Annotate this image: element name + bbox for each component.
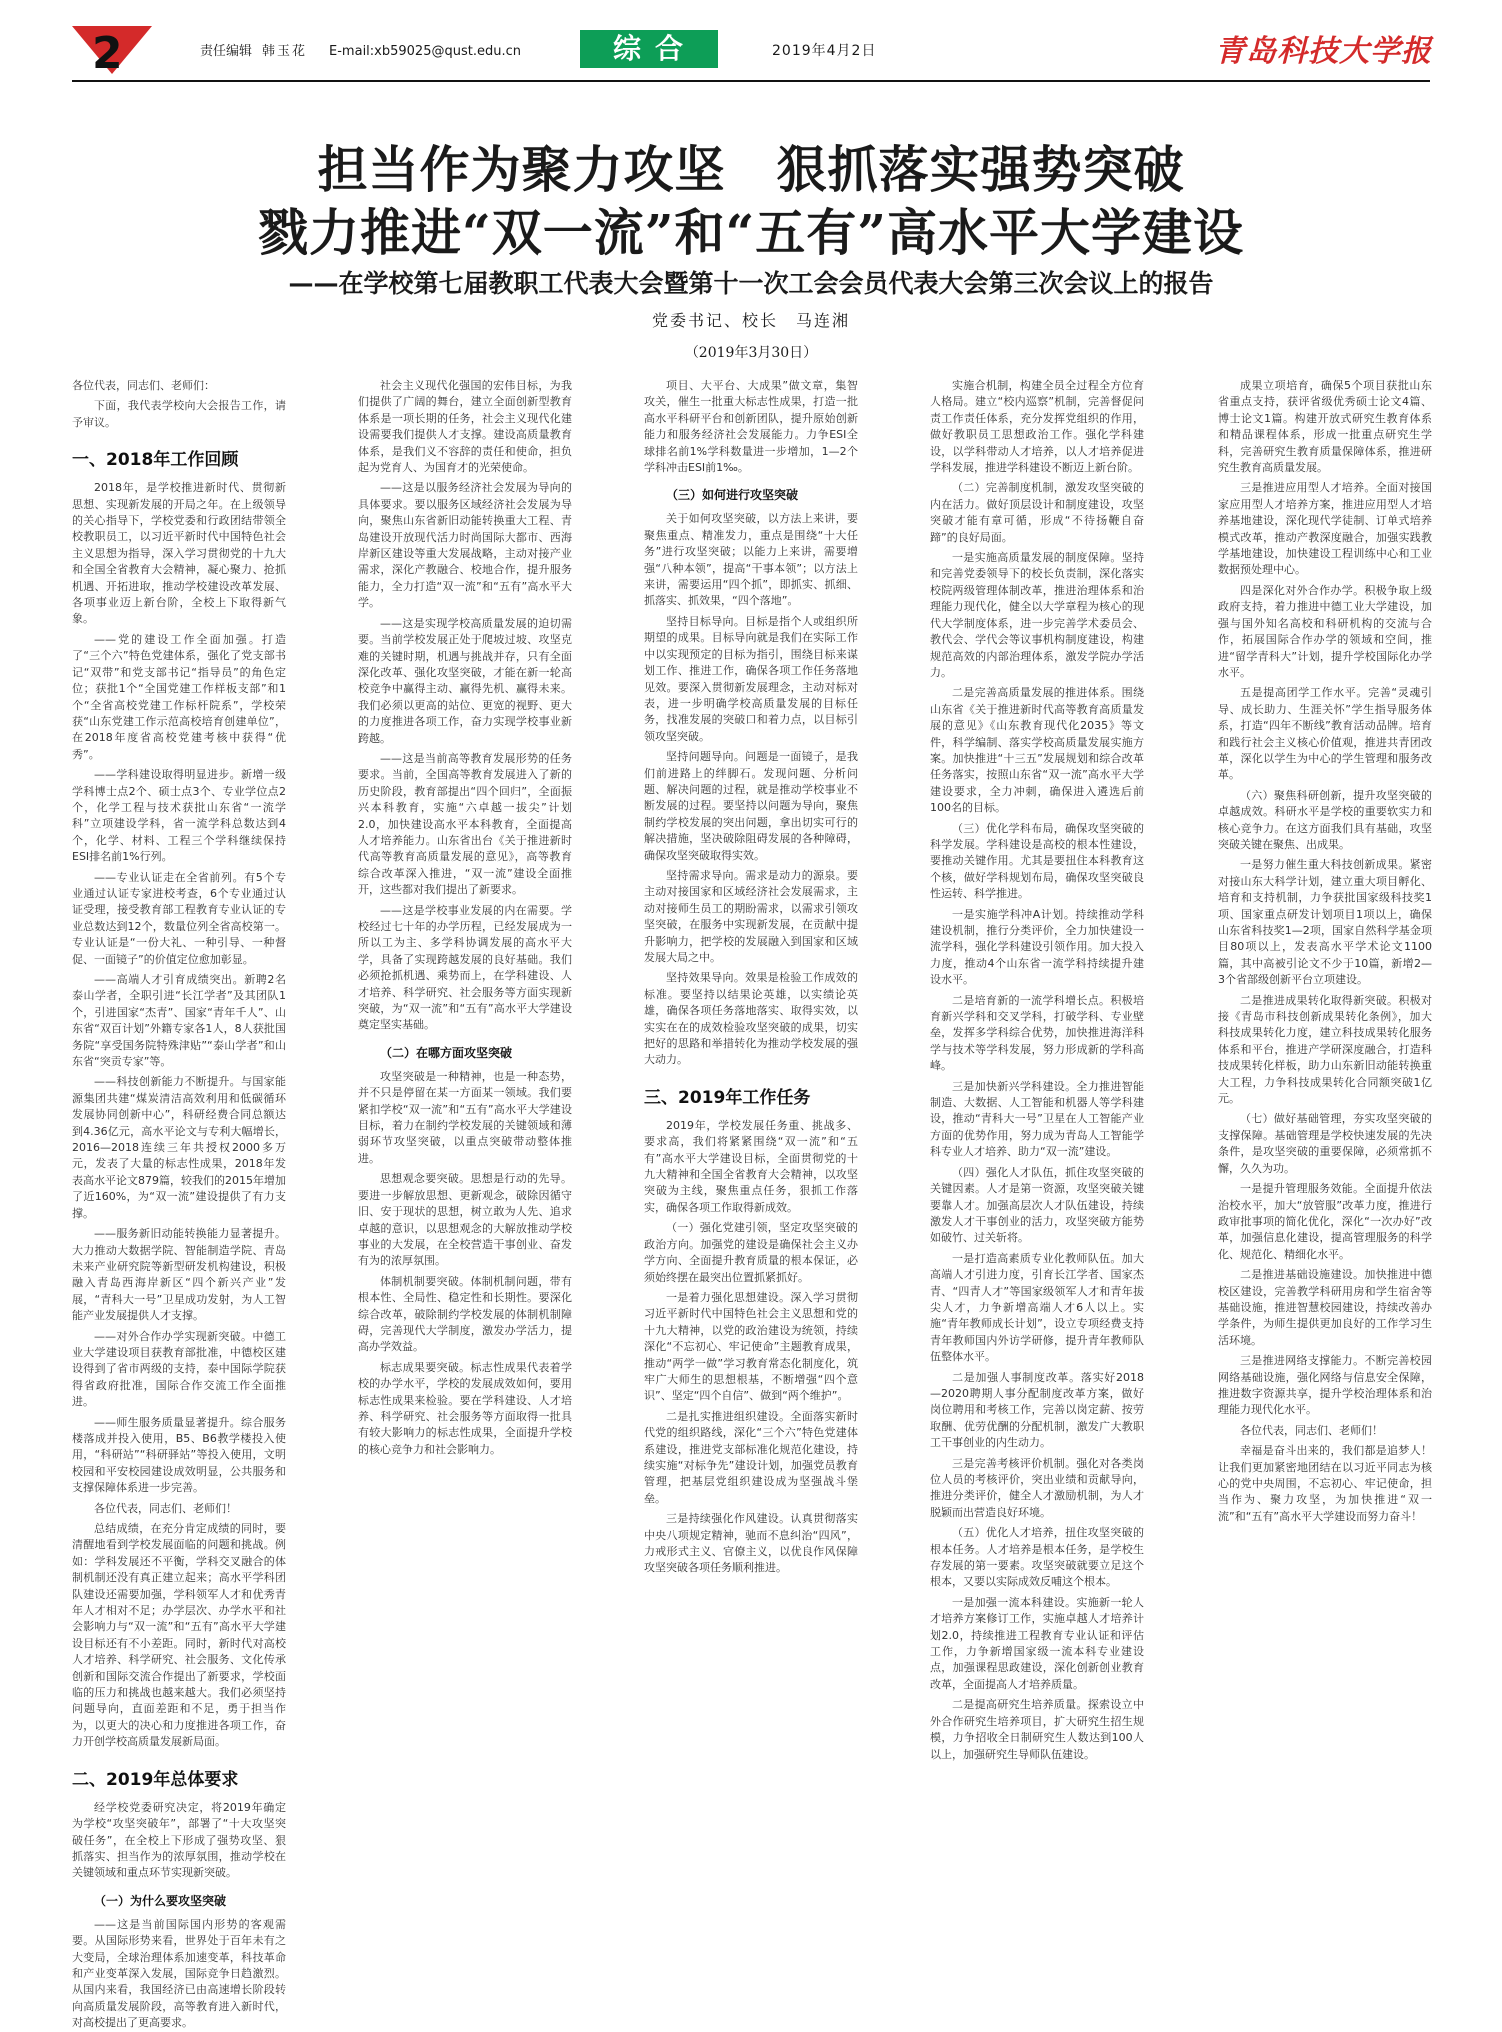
paragraph: ——这是当前高等教育发展形势的任务要求。当前，全国高等教育发展进入了新的历史阶段，教育部提出“四个回归”，全面振兴本科教育，实施“六卓越一拔尖”计划2.0，加快建设高水平本科教育，全面提高人才培养能力。山东省出台《关于推进新时代高等教育高质量发展的意见》，高等教育综合改革深入推进，“双一流”建设全面推开，这些都对我们提出了新要求。: [358, 751, 572, 897]
editor-info: [200, 40, 521, 59]
paragraph: 五是提高团学工作水平。完善“灵魂引导、成长助力、生涯关怀”学生指导服务体系，打造“四年不断线”教育活动品牌。培育和践行社会主义核心价值观，推进共青团改革，深化以学生为中心的学生管理和服务改革。: [1218, 686, 1432, 782]
paragraph: 下面，我代表学校向大会报告工作，请予审议。: [72, 399, 286, 429]
paragraph: 各位代表，同志们、老师们！: [1240, 1423, 1383, 1437]
paragraph: ——对外合作办学实现新突破。中德工业大学建设项目获教育部批准，中德校区建设得到了省市两级的支持，泰中国际学院获得省政府批准，国际合作交流工作全面推进。: [72, 1329, 286, 1409]
paragraph: 一是提升管理服务效能。全面提升依法治校水平，加大“放管服”改革力度，推进行政审批事项的简化优化，深化“一次办好”改革，加强信息化建设，提高管理服务的科学化、规范化、精细化水平。: [1218, 1182, 1432, 1261]
paragraph: ——党的建设工作全面加强。打造了“三个六”特色党建体系，强化了党支部书记“双带”和党支部书记“指导员”的角色定位；获批1个“全国党建工作样板支部”和1个“全省高校党建工作标杆院系”，学校荣获“山东党建工作示范高校培育创建单位”，在2018年度省高校党建考核中获得“优秀”。: [72, 632, 286, 761]
paragraph: 幸福是奋斗出来的，我们都是追梦人！让我们更加紧密地团结在以习近平同志为核心的党中央周围，不忘初心、牢记使命，担当作为、聚力攻坚，为加快推进“双一流”和“五有”高水平大学建设而努力奋斗！: [1218, 1444, 1432, 1523]
paragraph: 坚持目标导向。目标是指个人或组织所期望的成果。目标导向就是我们在实际工作中以实现预定的目标为指引，围绕目标来谋划工作、推进工作，确保各项工作任务落地见效。要深入贯彻新发展理念，主动对标对表，进一步明确学校高质量发展的目标任务，找准发展的突破口和着力点，以目标引领攻坚突破。: [644, 614, 858, 743]
newspaper-logo: 青岛科技大学报: [1215, 34, 1432, 69]
paragraph: 二是扎实推进组织建设。全面落实新时代党的组织路线，深化“三个六”特色党建体系建设，推进党支部标准化规范化建设，持续实施“对标争先”建设计划，加强党员教育管理，把基层党组织建设成为坚强战斗堡垒。: [644, 1409, 858, 1505]
paragraph: （四）强化人才队伍，抓住攻坚突破的关键因素。人才是第一资源，攻坚突破关键要靠人才。加强高层次人才队伍建设，持续激发人才干事创业的活力，攻坚突破方能势如破竹、过关斩将。: [930, 1165, 1144, 1245]
paragraph: 一是实施高质量发展的制度保障。坚持和完善党委领导下的校长负责制，深化落实校院两级管理体制改革，推进治理体系和治理能力现代化，健全以大学章程为核心的现代大学制度体系，进一步完善学术委员会、教代会、学代会等议事机构制度建设，构建规范高效的内部治理体系，激发学院办学活力。: [930, 551, 1144, 679]
paragraph: 二是加强人事制度改革。落实好2018—2020聘期人事分配制度改革方案，做好岗位聘用和考核工作，完善以岗定薪、按劳取酬、优劳优酬的分配机制，激发广大教职工干事创业的内生动力。: [930, 1370, 1144, 1450]
paragraph: 坚持问题导向。问题是一面镜子，是我们前进路上的绊脚石。发现问题、分析问题、解决问题的过程，就是推动学校事业不断发展的过程。要坚持以问题为导向，聚焦制约学校发展的突出问题，拿出切实可行的解决措施，坚决破除阻碍发展的各种障碍，确保攻坚突破取得实效。: [644, 750, 858, 862]
page-number-badge: [72, 26, 152, 79]
paragraph: （五）优化人才培养，扭住攻坚突破的根本任务。人才培养是根本任务，是学校生存发展的第一要素。攻坚突破就要立足这个根本，又要以实际成效反哺这个根本。: [930, 1526, 1144, 1589]
article-body: [72, 378, 1432, 2030]
paragraph: 二是完善高质量发展的推进体系。围绕山东省《关于推进新时代高等教育高质量发展的意见》《山东教育现代化2035》等文件，科学编制、落实学校高质量发展实施方案。加快推进“十三五”发展规划和综合改革任务落实，按照山东省“双一流”高水平大学建设要求，全力冲刺，确保进入遴选后前100名的目标。: [930, 686, 1144, 815]
paragraph: ——服务新旧动能转换能力显著提升。大力推动大数据学院、智能制造学院、青岛未来产业研究院等新型研发机构建设，积极融入青岛西海岸新区“四个新兴产业”发展，“青科大一号”卫星成功发射，为人工智能产业发展提供人才支撑。: [72, 1227, 286, 1323]
paragraph: 社会主义现代化强国的宏伟目标，为我们提供了广阔的舞台，建立全面创新型教育体系是一项长期的任务，社会主义现代化建设需要我们提供人才支撑。建设高质量教育体系，是我们义不容辞的责任和使命，担负起为党育人、为国育才的光荣使命。: [358, 379, 572, 475]
paragraph: 总结成绩，在充分肯定成绩的同时，要清醒地看到学校发展面临的问题和挑战。例如：学科发展还不平衡，学科交叉融合的体制机制还没有真正建立起来；高水平学科团队建设还需要加强，学科领军人才和优秀青年人才相对不足；办学层次、办学水平和社会影响力与“双一流”和“五有”高水平大学建设目标还有不小差距。同时，新时代对高校人才培养、科学研究、社会服务、文化传承创新和国际交流合作提出了新要求，学校面临的压力和挑战也越来越大。我们必须坚持问题导向，直面差距和不足，勇于担当作为，以更大的决心和力度推进各项工作，奋力开创学校高质量发展新局面。: [72, 1522, 286, 1749]
section-heading: （三）如何进行攻坚突破: [666, 488, 799, 503]
masthead: [72, 26, 1432, 79]
paragraph: 坚持需求导向。需求是动力的源泉。要主动对接国家和区域经济社会发展需求，主动对接师生员工的期盼需求，以需求引领攻坚突破，在服务中实现新发展，在贡献中提升影响力，把学校的发展融入到国家和区域发展大局之中。: [644, 868, 858, 964]
paragraph: 一是打造高素质专业化教师队伍。加大高端人才引进力度，引育长江学者、国家杰青、“四青人才”等国家级领军人才和青年拔尖人才，力争新增高端人才6人以上。实施“青年教师成长计划”，设立专项经费支持青年教师国内外访学研修，提升青年教师队伍整体水平。: [930, 1251, 1144, 1364]
paragraph: 二是推进成果转化取得新突破。积极对接《青岛市科技创新成果转化条例》，加大科技成果转化力度，建立科技成果转化服务体系和平台，推进产学研深度融合，打造科技成果转化样板，助力山东新旧动能转换重大工程，力争科技成果转化合同额突破1亿元。: [1218, 993, 1432, 1106]
headline-line-1: 担当作为聚力攻坚 狠抓落实强势突破: [317, 140, 1185, 199]
subheadline: ——在学校第七届教职工代表大会暨第十一次工会会员代表大会第三次会议上的报告: [288, 269, 1214, 298]
paragraph: ——师生服务质量显著提升。综合服务楼落成并投入使用，B5、B6教学楼投入使用，“科研站”“科研驿站”等投入使用，文明校园和平安校园建设成效明显，公共服务和支撑保障体系进一步完善。: [72, 1415, 286, 1495]
paragraph: ——科技创新能力不断提升。与国家能源集团共建“煤炭清洁高效利用和低碳循环发展协同创新中心”，科研经费合同总额达到4.36亿元，高水平论文与专利大幅增长，2016—2018连续三年共授权2000多万元，发表了大量的标志性成果，2018年发表高水平论文879篇，较我们的2015年增加了近160%，为“双一流”建设提供了有力支撑。: [72, 1075, 286, 1220]
headline-line-2: 戮力推进“双一流”和“五有”高水平大学建设: [257, 203, 1245, 262]
section-heading: （二）在哪方面攻坚突破: [380, 1045, 513, 1060]
paragraph: 一是实施学科冲A计划。持续推动学科建设机制，推行分类评价，全力加快建设一流学科，强化学科建设引领作用。加大投入力度，推动4个山东省一流学科持续提升建设水平。: [930, 907, 1144, 987]
section-label: 综合: [580, 30, 718, 68]
article-column-2: [358, 378, 572, 1890]
byline: 党委书记、校长 马连湘: [651, 311, 850, 330]
paragraph: （二）完善制度机制，激发攻坚突破的内在活力。做好顶层设计和制度建设，攻坚突破才能有章可循，形成“不待扬鞭自奋蹄”的良好局面。: [930, 481, 1144, 544]
paragraph: 2018年，是学校推进新时代、贯彻新思想、实现新发展的开局之年。在上级领导的关心指导下，学校党委和行政团结带领全校教职员工，以习近平新时代中国特色社会主义思想为指导，深入学习贯彻党的十九大和全国全省教育大会精神，凝心聚力、抢抓机遇、开拓进取，推动学校建设改革发展、各项事业迈上新台阶，全校上下取得新气象。: [72, 481, 286, 626]
paragraph: 一是加强一流本科建设。实施新一轮人才培养方案修订工作，实施卓越人才培养计划2.0，持续推进工程教育专业认证和评估工作，力争新增国家级一流本科专业建设点，加强课程思政建设，深化创新创业教育改革，全面提高人才培养质量。: [930, 1595, 1144, 1691]
section-heading: 二、2019年总体要求: [72, 1769, 239, 1790]
paragraph: （一）强化党建引领，坚定攻坚突破的政治方向。加强党的建设是确保社会主义办学方向、全面提升教育质量的根本保证，必须始终摆在最突出位置抓紧抓好。: [644, 1221, 858, 1284]
section-heading: 三、2019年工作任务: [644, 1087, 811, 1108]
paragraph: ——这是实现学校高质量发展的迫切需要。当前学校发展正处于爬坡过坡、攻坚克难的关键时期，机遇与挑战并存，只有全面深化改革、强化攻坚突破，才能在新一轮高校竞争中赢得主动、赢得先机、赢得未来。我们必须以更高的站位、更宽的视野、更大的力度推进各项工作，奋力实现学校事业新跨越。: [358, 616, 572, 745]
article-column-1: [72, 378, 286, 2030]
paragraph: 三是推进网络支撑能力。不断完善校园网络基础设施，强化网络与信息安全保障，推进数字资源共享，提升学校治理体系和治理能力现代化水平。: [1218, 1354, 1432, 1417]
paragraph: ——这是学校事业发展的内在需要。学校经过七十年的办学历程，已经发展成为一所以工为主、多学科协调发展的高水平大学，具备了实现跨越发展的良好基础。我们必须抢抓机遇、乘势而上，在学科建设、人才培养、科学研究、社会服务等方面实现新突破，为“双一流”和“五有”高水平大学建设奠定坚实基础。: [358, 903, 572, 1032]
paragraph: 实施合机制，构建全员全过程全方位育人格局。建立“校内巡察”机制，完善督促问责工作责任体系，充分发挥党组织的作用，做好教职员工思想政治工作。强化学科建设，以学科带动人才培养，以人才培养促进学科发展，推进学科建设不断迈上新台阶。: [930, 379, 1144, 475]
paragraph: 攻坚突破是一种精神，也是一种态势，并不只是停留在某一方面某一领域。我们要紧扣学校“双一流”和“五有”高水平大学建设目标，着力在制约学校发展的关键领域和薄弱环节攻坚突破，以重点突破带动整体推进。: [358, 1069, 572, 1165]
section-heading: 一、2018年工作回顾: [72, 450, 239, 471]
paragraph: 各位代表，同志们、老师们：: [72, 379, 215, 392]
section-heading: （一）为什么要攻坚突破: [94, 1893, 227, 1908]
issue-date: 2019年4月2日: [772, 43, 877, 59]
paragraph: 二是推进基础设施建设。加快推进中德校区建设，完善教学科研用房和学生宿舍等基础设施，推进智慧校园建设，持续改善办学条件，为师生提供更加良好的工作学习生活环境。: [1218, 1268, 1432, 1347]
paragraph: 一是努力催生重大科技创新成果。紧密对接山东大科学计划，建立重大项目孵化、培育和支持机制，力争获批国家级科技奖1项、国家重点研发计划项目1项以上，确保山东省科技奖1—2项，国家自然科学基金项目80项以上，发表高水平学术论文1100篇，其中高被引论文不少于10篇，新增2—3个省部级创新平台立项建设。: [1218, 858, 1432, 987]
paragraph: ——这是当前国际国内形势的客观需要。从国际形势来看，世界处于百年未有之大变局，全球治理体系加速变革，科技革命和产业变革深入发展，国际竞争日趋激烈。从国内来看，我国经济已由高速增长阶段转向高质量发展阶段，高等教育进入新时代，对高校提出了更高要求。: [72, 1917, 286, 2030]
paragraph: 各位代表，同志们、老师们！: [94, 1501, 237, 1515]
paragraph: 项目、大平台、大成果”做文章，集智攻关，催生一批重大标志性成果，打造一批高水平科研平台和创新团队，提升原始创新能力和服务经济社会发展能力。力争ESI全球排名前1%学科数量进一步增加，1—2个学科冲击ESI前1‰。: [644, 379, 858, 475]
paragraph: 成果立项培育，确保5个项目获批山东省重点支持，获评省级优秀硕士论文4篇、博士论文1篇。构建开放式研究生教育体系和精品课程体系，形成一批重点研究生学科，完善研究生教育质量保障体系，推进研究生教育高质量发展。: [1218, 379, 1432, 475]
paragraph: ——专业认证走在全省前列。有5个专业通过认证专家进校考查，6个专业通过认证受理，接受教育部工程教育专业认证的专业总数达到12个，数量位列全省高校第一。专业认证是“一份大礼、一种引导、一种督促、一面镜子”的价值定位愈加彰显。: [72, 870, 286, 966]
paragraph: 经学校党委研究决定，将2019年确定为学校“攻坚突破年”，部署了“十大攻坚突破任务”，在全校上下形成了强势攻坚、狠抓落实、担当作为的浓厚氛围，推动学校在关键领域和重点环节实现新突破。: [72, 1800, 286, 1880]
editor-email: E-mail:xb59025@qust.edu.cn: [329, 44, 521, 59]
article-column-3: [644, 378, 858, 1890]
paragraph: （六）聚焦科研创新，提升攻坚突破的卓越成效。科研水平是学校的重要软实力和核心竞争力。在这方面我们具有基础，攻坚突破关键在聚焦、出成果。: [1218, 788, 1432, 851]
paragraph: 二是培育新的一流学科增长点。积极培育新兴学科和交叉学科，打破学科、专业壁垒，发挥多学科综合优势，加快推进海洋科学与技术等学科发展，努力形成新的学科高峰。: [930, 993, 1144, 1073]
paragraph: 体制机制要突破。体制机制问题，带有根本性、全局性、稳定性和长期性。要深化综合改革，破除制约学校发展的体制机制障碍，完善现代大学制度，激发办学活力，提高办学效益。: [358, 1274, 572, 1354]
paragraph: 一是着力强化思想建设。深入学习贯彻习近平新时代中国特色社会主义思想和党的十九大精神，以党的政治建设为统领，持续深化“不忘初心、牢记使命”主题教育成果，推动“两学一做”学习教育常态化制度化，筑牢广大师生的思想根基，不断增强“四个意识”、坚定“四个自信”、做到“两个维护”。: [644, 1290, 858, 1403]
paragraph: （三）优化学科布局，确保攻坚突破的科学发展。学科建设是高校的根本性建设，要推动关键作用。尤其是要扭住本科教育这个核，做好学科规划布局，确保攻坚突破良性运转、科学推进。: [930, 821, 1144, 901]
paragraph: 二是提高研究生培养质量。探索设立中外合作研究生培养项目，扩大研究生招生规模，力争招收全日制研究生人数达到100人以上，加强研究生导师队伍建设。: [930, 1698, 1144, 1761]
article-column-4: [930, 378, 1144, 1890]
article-column-5: [1218, 378, 1432, 1890]
paragraph: 三是持续强化作风建设。认真贯彻落实中央八项规定精神，驰而不息纠治“四风”，力戒形式主义、官僚主义，以优良作风保障攻坚突破各项任务顺利推进。: [644, 1512, 858, 1575]
paragraph: ——高端人才引育成绩突出。新聘2名泰山学者，全职引进“长江学者”及其团队1个，引进国家“杰青”、国家“青年千人”、山东省“双百计划”外籍专家各1人，8人获批国务院“享受国务院特殊津贴”“泰山学者”和山东省“突贡专家”等。: [72, 973, 286, 1069]
editor-label: 责任编辑: [200, 44, 253, 59]
editor-name: 韩玉花: [262, 44, 308, 59]
report-date: （2019年3月30日）: [684, 345, 818, 361]
paragraph: 标志成果要突破。标志性成果代表着学校的办学水平，学校的发展成效如何，要用标志性成果来检验。要在学科建设、人才培养、科学研究、社会服务等方面取得一批具有较大影响力的标志性成果，全面提升学校的核心竞争力和社会影响力。: [358, 1360, 572, 1456]
paragraph: ——学科建设取得明显进步。新增一级学科博士点2个、硕士点3个、专业学位点2个，化学工程与技术获批山东省“一流学科”立项建设学科，省一流学科总数达到4个，化学、材料、工程三个学科继续保持ESI排名前1%行列。: [72, 768, 286, 864]
paragraph: ——这是以服务经济社会发展为导向的具体要求。要以服务区域经济社会发展为导向，聚焦山东省新旧动能转换重大工程、青岛建设开放现代活力时尚国际大都市、西海岸新区建设等重大发展战略，主动对接产业需求，深化产教融合、校地合作，提升服务能力，全力打造“双一流”和“五有”高水平大学。: [358, 481, 572, 610]
paragraph: 坚持效果导向。效果是检验工作成效的标准。要坚持以结果论英雄，以实绩论英雄，确保各项任务落地落实、取得实效，以实实在在的成效检验攻坚突破的成果，切实把好的思路和举措转化为推动学校发展的强大动力。: [644, 971, 858, 1067]
paragraph: 三是推进应用型人才培养。全面对接国家应用型人才培养方案，推进应用型人才培养基地建设，深化现代学徒制、订单式培养模式改革，推动产教深度融合，加强实践教学基地建设，加快建设工程训练中心和工业数据预处理中心。: [1218, 481, 1432, 577]
masthead-rule: [72, 80, 1430, 82]
paragraph: 思想观念要突破。思想是行动的先导。要进一步解放思想、更新观念，破除因循守旧、安于现状的思想，树立敢为人先、追求卓越的意识，以思想观念的大解放推动学校事业的大发展，在全校营造干事创业、奋发有为的浓厚氛围。: [358, 1172, 572, 1268]
paragraph: 2019年，学校发展任务重、挑战多、要求高，我们将紧紧围绕“双一流”和“五有”高水平大学建设目标，全面贯彻党的十九大精神和全国全省教育大会精神，以攻坚突破为主线，聚焦重点任务，狠抓工作落实，确保各项工作取得新成效。: [644, 1118, 858, 1214]
paragraph: 关于如何攻坚突破，以方法上来讲，要聚焦重点、精准发力，重点是围绕“十大任务”进行攻坚突破；以能力上来讲，需要增强“八种本领”，提高“干事本领”；以方法上来讲，需要运用“四个抓”，即抓实、抓细、抓落实、抓效果，“四个落地”。: [644, 512, 858, 608]
page-number: 2: [92, 28, 123, 79]
paragraph: 四是深化对外合作办学。积极争取上级政府支持，着力推进中德工业大学建设，加强与国外知名高校和科研机构的交流与合作，拓展国际合作办学的领域和空间，推进“留学青科大”计划，提升学校国际化办学水平。: [1218, 583, 1432, 679]
paragraph: 三是加快新兴学科建设。全力推进智能制造、大数据、人工智能和机器人等学科建设，推动“青科大一号”卫星在人工智能产业方面的优势作用，努力成为青岛人工智能学科专业人才培养、助力“双一流”建设。: [930, 1079, 1144, 1159]
paragraph: 三是完善考核评价机制。强化对各类岗位人员的考核评价，突出业绩和贡献导向，推进分类评价，健全人才激励机制，为人才脱颖而出营造良好环境。: [930, 1456, 1144, 1519]
paragraph: （七）做好基础管理，夯实攻坚突破的支撑保障。基础管理是学校快速发展的先决条件，是攻坚突破的重要保障，必须常抓不懈，久久为功。: [1218, 1112, 1432, 1175]
